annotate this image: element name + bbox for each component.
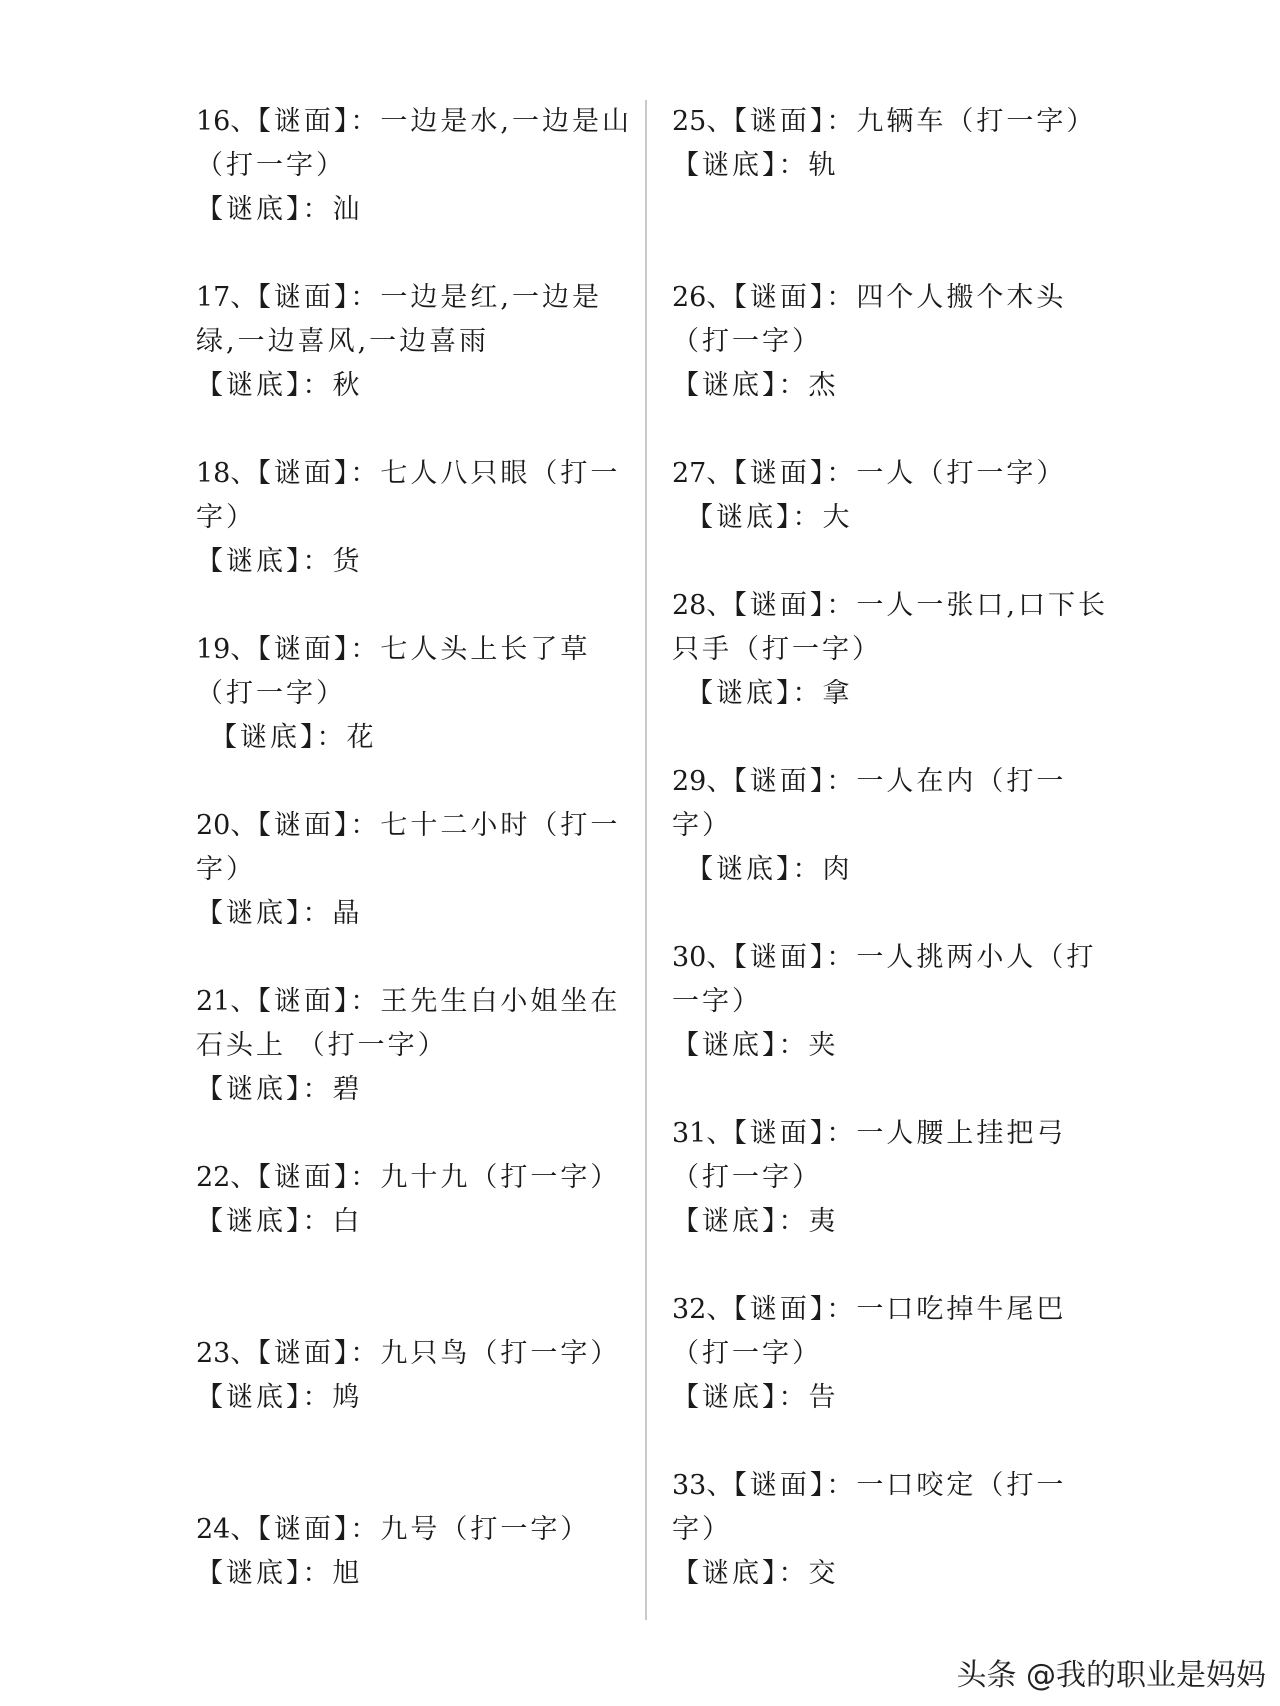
riddle-item (196, 1332, 636, 1420)
riddle-item (196, 452, 636, 584)
riddle-answer: 【谜底】：旭 (196, 1558, 363, 1589)
riddle-answer: 【谜底】：交 (672, 1558, 839, 1589)
riddle-answer: 【谜底】：夷 (672, 1206, 839, 1237)
riddle-answer: 【谜底】：货 (196, 546, 363, 577)
riddle-answer: 【谜底】：汕 (196, 194, 363, 225)
riddle-number: 22、 (196, 1162, 258, 1193)
riddle-number: 31、 (672, 1118, 734, 1149)
riddle-question: 【谜面】：九号（打一字） (257, 1514, 591, 1545)
riddle-number: 27、 (672, 458, 734, 489)
riddle-number: 29、 (672, 766, 734, 797)
riddle-number: 23、 (196, 1338, 258, 1369)
riddle-answer: 【谜底】：白 (196, 1206, 363, 1237)
riddle-question: 【谜面】：一人在内（打一字） (672, 766, 1067, 841)
riddle-answer: 【谜底】：鸠 (196, 1382, 363, 1413)
riddle-item (196, 276, 636, 408)
riddle-item (672, 276, 1112, 408)
riddle-item (672, 100, 1112, 188)
riddle-item (672, 1464, 1112, 1596)
riddle-answer: 【谜底】：晶 (196, 898, 363, 929)
riddle-question: 【谜面】：七人八只眼（打一字） (196, 458, 621, 533)
riddle-item (196, 100, 636, 232)
riddle-number: 24、 (196, 1514, 258, 1545)
riddle-number: 33、 (672, 1470, 734, 1501)
riddle-answer: 【谜底】：碧 (196, 1074, 363, 1105)
riddle-number: 17、 (196, 282, 258, 313)
riddle-question: 【谜面】：一边是红,一边是绿,一边喜风,一边喜雨 (196, 282, 602, 357)
riddle-question: 【谜面】：七十二小时（打一字） (196, 810, 621, 885)
riddle-number: 19、 (196, 634, 258, 665)
riddle-item (672, 1288, 1112, 1420)
riddle-number: 25、 (672, 106, 734, 137)
riddle-item (672, 936, 1112, 1068)
riddle-item (196, 804, 636, 936)
riddle-number: 21、 (196, 986, 258, 1017)
riddle-answer: 【谜底】：杰 (672, 370, 839, 401)
riddle-answer: 【谜底】：夹 (672, 1030, 839, 1061)
riddle-number: 26、 (672, 282, 734, 313)
riddle-item (672, 452, 1112, 540)
column-divider (645, 100, 647, 1620)
riddle-question: 【谜面】：一人腰上挂把弓（打一字） (672, 1118, 1067, 1193)
riddle-item (196, 980, 636, 1112)
riddle-question: 【谜面】：一边是水,一边是山（打一字） (196, 106, 632, 181)
riddle-item (196, 1508, 636, 1596)
riddle-answer: 【谜底】：轨 (672, 150, 839, 181)
riddle-question: 【谜面】：一口咬定（打一字） (672, 1470, 1067, 1545)
riddle-item (672, 584, 1112, 716)
riddle-question: 【谜面】：九辆车（打一字） (733, 106, 1097, 137)
riddle-answer: 【谜底】：拿 (686, 678, 853, 709)
riddle-answer: 【谜底】：花 (210, 722, 377, 753)
riddle-item (196, 628, 636, 760)
riddle-question: 【谜面】：九只鸟（打一字） (257, 1338, 621, 1369)
riddle-question: 【谜面】：一人一张口,口下长只手（打一字） (672, 590, 1108, 665)
riddle-question: 【谜面】：九十九（打一字） (257, 1162, 621, 1193)
riddle-number: 32、 (672, 1294, 734, 1325)
riddle-question: 【谜面】：一人挑两小人（打一字） (672, 942, 1097, 1017)
riddle-item (196, 1156, 636, 1244)
riddle-question: 【谜面】：一人（打一字） (733, 458, 1067, 489)
riddle-number: 16、 (196, 106, 258, 137)
riddle-answer: 【谜底】：秋 (196, 370, 363, 401)
riddle-answer: 【谜底】：告 (672, 1382, 839, 1413)
riddle-item (672, 760, 1112, 892)
riddle-question: 【谜面】：七人头上长了草（打一字） (196, 634, 591, 709)
riddle-answer: 【谜底】：大 (686, 502, 853, 533)
riddle-question: 【谜面】：四个人搬个木头（打一字） (672, 282, 1067, 357)
watermark: 头条 @我的职业是妈妈 (956, 1658, 1266, 1693)
riddle-question: 【谜面】：王先生白小姐坐在石头上 （打一字） (196, 986, 621, 1061)
riddle-number: 28、 (672, 590, 734, 621)
riddle-answer: 【谜底】：肉 (686, 854, 853, 885)
riddle-number: 20、 (196, 810, 258, 841)
riddle-number: 18、 (196, 458, 258, 489)
riddle-number: 30、 (672, 942, 734, 973)
riddle-question: 【谜面】：一口吃掉牛尾巴（打一字） (672, 1294, 1067, 1369)
riddle-item (672, 1112, 1112, 1244)
